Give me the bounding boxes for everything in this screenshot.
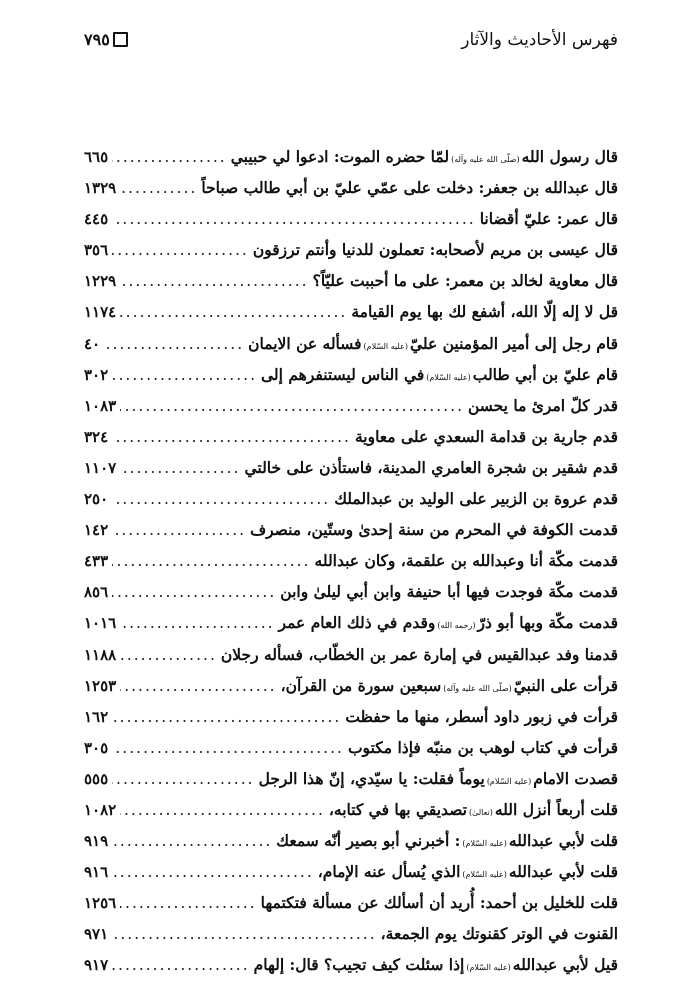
dot-leader [120, 894, 256, 912]
entry-text-start: قال عيسى بن مريم لأصحابه: تعملون للدنيا وأنتم ترزقون [252, 240, 618, 260]
index-entry [84, 209, 618, 240]
dot-leader [112, 552, 310, 570]
entry-text [221, 645, 618, 664]
entry-text-start: قام عليّ بن أبي طالب [472, 364, 618, 384]
index-entry [84, 489, 618, 520]
entry-text-start: القنوت في الوتر كقنوتك يوم الجمعة، [380, 924, 618, 944]
dot-leader [120, 646, 217, 664]
dot-leader [112, 366, 257, 384]
index-entry [84, 147, 618, 178]
dot-leader [112, 708, 341, 726]
entry-page-number: ١٠١٦ [84, 614, 117, 633]
honorific: (صلّى الله عليه وآله) [443, 683, 512, 693]
entry-text-start: قرأت في زبور داود أسطر، منها ما حفظت [345, 706, 618, 726]
index-entry [84, 645, 618, 676]
entry-text-start: قلت أربعاً أنزل الله [494, 799, 618, 819]
entry-text [281, 676, 618, 695]
square-box-icon [113, 32, 128, 47]
entry-text-end: لمّا حضره الموت: ادعوا لي حبيبي [230, 147, 450, 166]
dot-leader [112, 925, 376, 943]
entry-text [254, 955, 618, 974]
honorific: (رحمه الله) [437, 621, 476, 631]
entry-text-start: قدر كلّ امرئ ما يحسن [468, 395, 618, 415]
index-entry [84, 396, 618, 427]
dot-leader [112, 428, 351, 446]
entry-text-start: قدمت مكّة وبها أبو ذرّ [477, 613, 618, 633]
entry-page-number: ٣٥٦ [84, 241, 109, 260]
index-entry [84, 893, 618, 924]
entry-page-number: ٤٤٥ [84, 210, 109, 229]
honorific: (عليه السّلام) [462, 839, 507, 849]
dot-leader [112, 583, 276, 601]
dot-leader [112, 521, 246, 539]
entry-text [276, 831, 618, 850]
entry-text [259, 769, 618, 788]
entry-page-number: ٢٥٠ [84, 490, 109, 509]
page-number-group [84, 30, 128, 49]
entry-page-number: ٩٧١ [84, 925, 109, 944]
entry-text [313, 271, 618, 290]
index-list [84, 147, 618, 987]
dot-leader [112, 956, 249, 974]
entry-page-number: ١٤٢ [84, 521, 109, 540]
dot-leader [120, 677, 276, 695]
entry-text-start: قدم جارية بن قدامة السعدي على معاوية [354, 426, 618, 446]
index-entry [84, 707, 618, 738]
dot-leader [112, 832, 272, 850]
entry-page-number: ٩١٩ [84, 832, 109, 851]
entry-text-start: قال معاوية لخالد بن معمر: على ما أحببت عليّاً؟ [312, 271, 618, 291]
entry-text-start: قرأت في كتاب لوهب بن منبّه فإذا مكتوب [347, 737, 618, 757]
dot-leader [112, 241, 249, 259]
entry-text-end: : أخبرني أبو بصير أنّه سمعك [276, 831, 461, 851]
entry-text-end: تصديقي بها في كتابه، [328, 799, 467, 819]
entry-page-number: ١٦٢ [84, 707, 109, 726]
entry-text-end: إذا سئلت كيف تجيب؟ قال: إلهام [253, 955, 465, 975]
entry-text [261, 893, 618, 912]
honorific: (عليه السّلام) [466, 963, 511, 973]
entry-text-start: قدمنا وفد عبدالقيس في إمارة عمر بن الخطّاب، فسأله رجلان [220, 644, 618, 664]
index-entry [84, 520, 618, 551]
index-entry [84, 800, 618, 831]
entry-text [355, 427, 618, 446]
entry-text [315, 551, 618, 570]
entry-page-number: ١٣٢٩ [84, 179, 117, 198]
index-entry [84, 365, 618, 396]
entry-text [279, 613, 618, 632]
honorific: (عليه السّلام) [462, 870, 507, 880]
index-entry [84, 271, 618, 302]
entry-text-start: قصدت الامام [533, 768, 618, 788]
entry-page-number: ١١٧٤ [84, 303, 117, 322]
dot-leader [120, 303, 347, 321]
entry-text-start: قال عبدالله بن جعفر: دخلت على عمّي عليّ بن أبي طالب صباحاً [201, 178, 618, 198]
honorific: (عليه السّلام) [426, 372, 471, 382]
index-entry [84, 924, 618, 955]
entry-text-start: قلت للخليل بن أحمد: أُريد أن أسألك عن مسألة فتكتمها [260, 893, 618, 913]
entry-text [334, 489, 618, 508]
entry-text [248, 334, 618, 353]
dot-leader [120, 397, 464, 415]
entry-page-number: ٥٥٥ [84, 769, 109, 788]
entry-page-number: ١٢٥٦ [84, 894, 117, 913]
index-entry [84, 582, 618, 613]
page-header [84, 28, 618, 58]
entry-text-end: الذي يُسأل عنه الإمام، [317, 862, 461, 882]
entry-text [201, 178, 618, 197]
entry-page-number: ٤٠ [84, 334, 101, 353]
index-entry [84, 769, 618, 800]
dot-leader [112, 490, 330, 508]
index-entry [84, 831, 618, 862]
entry-text-start: قال عمر: عليّ أقضانا [479, 209, 618, 229]
dot-leader [120, 801, 325, 819]
entry-page-number: ١١٠٧ [84, 458, 117, 477]
honorific: (صلّى الله عليه وآله) [451, 155, 520, 164]
dot-leader [112, 770, 254, 788]
entry-text [261, 365, 618, 384]
entry-text-end: في الناس ليستنفرهم إلى [261, 364, 425, 384]
entry-text-start: قام رجل إلى أمير المؤمنين عليّ [409, 333, 618, 353]
entry-page-number: ٣٠٢ [84, 365, 109, 384]
dot-leader [112, 739, 344, 757]
index-entry [84, 551, 618, 582]
entry-text [381, 924, 618, 943]
entry-text-start: قيل لأبي عبدالله [512, 955, 618, 975]
entry-text-end: وقدم في ذلك العام عمر [278, 613, 436, 633]
index-entry [84, 458, 618, 489]
entry-page-number: ١٢٢٩ [84, 272, 117, 291]
index-entry [84, 955, 618, 986]
index-entry [84, 240, 618, 271]
dot-leader [120, 179, 197, 197]
entry-text [231, 147, 618, 166]
entry-text-start: قدمت مكّة فوجدت فيها أبا حنيفة وابن أبي ليلىٰ وابن [280, 582, 618, 602]
entry-text [329, 800, 618, 819]
index-entry [84, 676, 618, 707]
entry-text [280, 582, 618, 601]
entry-text-start: قدم عروة بن الزبير على الوليد بن عبدالملك [334, 489, 618, 509]
index-entry [84, 334, 618, 365]
entry-text-start: قلت لأبي عبدالله [508, 831, 618, 851]
dot-leader [112, 148, 227, 166]
dot-leader [104, 335, 244, 353]
dot-leader [112, 863, 314, 881]
index-entry [84, 302, 618, 333]
page-number: ٧٩٥ [84, 30, 110, 49]
entry-page-number: ١١٨٨ [84, 645, 117, 664]
entry-text [351, 302, 618, 321]
entry-text-start: قل لا إله إلّا الله، أشفع لك بها يوم القيامة [351, 302, 618, 322]
entry-text [468, 396, 618, 415]
entry-page-number: ٤٣٣ [84, 552, 109, 571]
entry-page-number: ٦٦٥ [84, 148, 109, 166]
entry-text [318, 862, 618, 881]
honorific: (عليه السّلام) [363, 341, 408, 351]
entry-text-end: سبعين سورة من القرآن، [280, 675, 442, 695]
entry-text [253, 240, 618, 259]
entry-page-number: ٩١٧ [84, 956, 109, 975]
entry-text [480, 209, 618, 228]
index-entry [84, 738, 618, 769]
entry-text-end: فسأله عن الايمان [248, 333, 362, 353]
honorific: (تعالىٰ) [468, 807, 493, 817]
entry-text-start: قدمت الكوفة في المحرم من سنة إحدىٰ وستّين، منصرف [250, 520, 618, 540]
dot-leader [112, 210, 476, 228]
entry-text [244, 458, 618, 477]
entry-text [348, 738, 618, 757]
dot-leader [120, 614, 274, 632]
entry-text-start: قدم شقير بن شجرة العامري المدينة، فاستأذن على خالتي [244, 457, 618, 477]
index-entry [84, 613, 618, 644]
entry-page-number: ٣٢٤ [84, 427, 109, 446]
running-title: فهرس الأحاديث والآثار [461, 30, 618, 50]
entry-page-number: ١٠٨٣ [84, 396, 117, 415]
index-entry [84, 178, 618, 209]
entry-text [250, 520, 618, 539]
entry-page-number: ١٢٥٣ [84, 676, 117, 695]
entry-text-start: قرأت على النبيّ [513, 675, 618, 695]
entry-text-start: قلت لأبي عبدالله [508, 862, 618, 882]
entry-page-number: ٩١٦ [84, 863, 109, 882]
entry-text [345, 707, 618, 726]
entry-text-start: قال رسول الله [521, 147, 618, 166]
index-entry [84, 862, 618, 893]
honorific: (عليه السّلام) [486, 776, 532, 786]
entry-text-end: يوماً فقلت: يا سيّدي، إنّ هذا الرجل [258, 768, 485, 788]
dot-leader [120, 459, 240, 477]
entry-page-number: ١٠٨٢ [84, 800, 117, 819]
entry-text-start: قدمت مكّة أنا وعبدالله بن علقمة، وكان عبدالله [314, 551, 618, 571]
index-entry [84, 427, 618, 458]
entry-page-number: ٨٥٦ [84, 583, 109, 602]
dot-leader [120, 272, 308, 290]
entry-page-number: ٣٠٥ [84, 738, 109, 757]
